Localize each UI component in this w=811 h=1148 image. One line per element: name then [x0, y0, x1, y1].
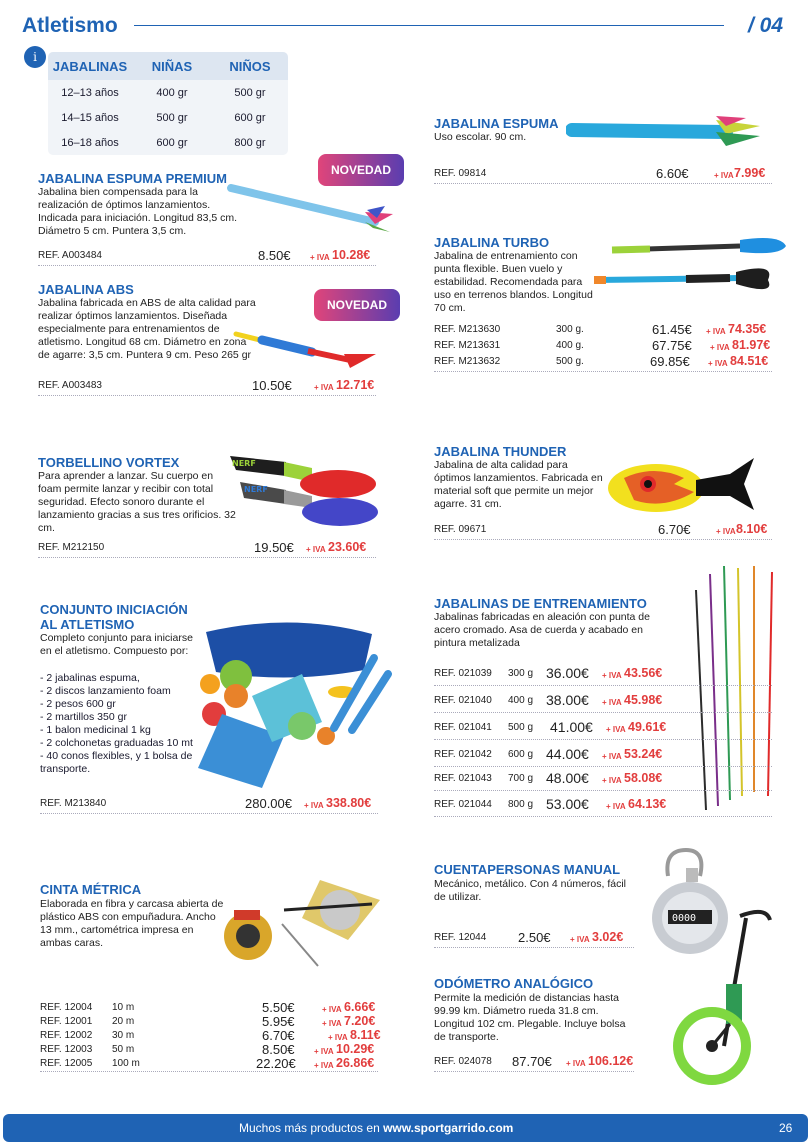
weight: 600 g: [508, 749, 534, 760]
abs-javelin-image: [232, 328, 378, 370]
iva-label: + IVA: [304, 801, 324, 810]
iva-price: 49.61€: [628, 720, 667, 734]
website-link[interactable]: www.sportgarrido.com: [383, 1121, 514, 1135]
iva-price: 58.08€: [624, 771, 663, 785]
iva-label: + IVA: [314, 1061, 334, 1070]
list-item: - 2 jabalinas espuma,: [40, 672, 140, 684]
ref-row: [434, 769, 772, 791]
vortex-howler-image: [226, 446, 382, 536]
table-row: [48, 105, 288, 130]
price: 6.70€: [658, 522, 691, 537]
weight: 700 g: [508, 773, 534, 784]
product-title-line2: AL ATLETISMO: [40, 617, 135, 632]
iva-price: 106.12€: [588, 1054, 634, 1068]
product-description: Para aprender a lanzar. Su cuerpo en foam permite lanzar y recibir con total seguridad. Efecto sonoro durante el lanzamiento gracias a sus tres orificios. 32 cm.: [38, 470, 236, 534]
ref-code: REF. M213630: [434, 324, 501, 335]
iva-price: 6.66€: [344, 1000, 376, 1014]
ref-code: REF. 024078: [434, 1056, 492, 1067]
price: 87.70€: [512, 1054, 552, 1069]
iva-label: + IVA: [566, 1059, 586, 1068]
ref-code: REF. 12003: [40, 1044, 93, 1055]
price: 8.50€: [262, 1042, 295, 1057]
price: 41.00€: [550, 719, 593, 735]
ref-code: REF. 12004: [40, 1002, 93, 1013]
table-cell: 600 gr: [156, 136, 188, 149]
ref-row: [434, 664, 772, 686]
list-item: - 2 pesos 600 gr: [40, 698, 116, 710]
table-row: [48, 80, 288, 105]
product-title: ODÓMETRO ANALÓGICO: [434, 976, 594, 991]
table-header-cell: JABALINAS: [52, 58, 128, 74]
list-item: - 40 conos flexibles, y 1 bolsa de transporte.: [40, 750, 193, 775]
list-item: - 2 discos lanzamiento foam: [40, 685, 171, 697]
ref-row: [40, 1042, 378, 1056]
price: 38.00€: [546, 692, 589, 708]
item-list: [40, 672, 195, 776]
iva-price: 84.51€: [730, 354, 769, 368]
weight: 400 g: [508, 695, 534, 706]
ref-row: [38, 248, 376, 266]
product-title: CONJUNTO INICIACIÓN: [40, 602, 188, 617]
size: 30 m: [112, 1030, 135, 1041]
foam-javelin-image: [566, 112, 766, 156]
list-item: - 2 colchonetas graduadas 10 mt: [40, 737, 193, 749]
ref-code: REF. 021039: [434, 668, 492, 679]
iva-price: 43.56€: [624, 666, 663, 680]
weight: 500 g: [508, 722, 534, 733]
turbo-javelin-image: [590, 234, 790, 300]
iva-price: 7.99€: [734, 166, 766, 180]
footer-label: Muchos más productos en: [239, 1121, 384, 1135]
ref-row: [38, 540, 376, 558]
ref-row: [434, 322, 772, 338]
price: 8.50€: [258, 248, 291, 263]
ref-row: [434, 718, 772, 740]
ref-row: [40, 1014, 378, 1028]
list-item: - 1 balon medicinal 1 kg: [40, 724, 151, 736]
price: 5.95€: [262, 1014, 295, 1029]
table-cell: 14–15 años: [61, 111, 119, 124]
price: 69.85€: [650, 354, 690, 369]
iva-label: + IVA: [322, 1005, 342, 1014]
iva-price: 3.02€: [592, 930, 624, 944]
iva-price: 64.13€: [628, 797, 667, 811]
footer-bar: [3, 1114, 808, 1142]
table-cell: 12–13 años: [61, 86, 119, 99]
ref-row: [434, 522, 772, 540]
iva-label: + IVA: [328, 1033, 348, 1042]
iva-label: + IVA: [602, 698, 622, 707]
ref-code: REF. 021040: [434, 695, 492, 706]
iva-price: 45.98€: [624, 693, 663, 707]
ref-code: REF. M213632: [434, 356, 501, 367]
iva-label: + IVA: [606, 725, 626, 734]
footer-text: [239, 1121, 513, 1135]
foam-javelin-image: [225, 180, 395, 242]
section-number: / 04: [748, 14, 784, 37]
price: 280.00€: [245, 796, 292, 811]
weight: 800 g: [508, 799, 534, 810]
weight: 300 g.: [556, 324, 584, 335]
product-title: CINTA MÉTRICA: [40, 882, 142, 897]
ref-row: [434, 338, 772, 354]
ref-row: [434, 691, 772, 713]
header-divider: [134, 25, 724, 26]
price: 2.50€: [518, 930, 551, 945]
ref-code: REF. 021042: [434, 749, 492, 760]
weight-table: [48, 52, 288, 155]
price: 6.70€: [262, 1028, 295, 1043]
ref-row: [434, 795, 772, 817]
weight: 400 g.: [556, 340, 584, 351]
product-description: Jabalinas fabricadas en aleación con punta de acero cromado. Asa de cuerda y acabado en pintura metalizada: [434, 611, 650, 649]
novedad-badge: NOVEDAD: [318, 154, 404, 186]
weight: 300 g: [508, 668, 534, 679]
ref-code: REF. 021041: [434, 722, 492, 733]
ref-row: [434, 354, 772, 372]
product-description: Jabalina de alta calidad para óptimos lanzamientos. Fabricada en material soft que permite un mejor agarre. 31 cm.: [434, 459, 603, 510]
ref-row: [38, 378, 376, 396]
section-title: Atletismo: [22, 14, 118, 37]
product-title: JABALINA ABS: [38, 282, 134, 297]
iva-label: + IVA: [602, 752, 622, 761]
price: 6.60€: [656, 166, 689, 181]
product-title: JABALINA TURBO: [434, 235, 550, 250]
product-title: JABALINA THUNDER: [434, 444, 567, 459]
ref-row: [40, 1000, 378, 1014]
page-number: 26: [779, 1121, 793, 1135]
product-title: JABALINA ESPUMA PREMIUM: [38, 171, 227, 186]
ref-code: REF. M212150: [38, 542, 105, 553]
price: 19.50€: [254, 540, 294, 555]
ref-row: [40, 1028, 381, 1043]
iva-price: 81.97€: [732, 338, 771, 352]
price: 53.00€: [546, 796, 589, 812]
price: 36.00€: [546, 665, 589, 681]
table-cell: 500 gr: [156, 111, 188, 124]
ref-code: REF. 021044: [434, 799, 492, 810]
ref-code: REF. 09671: [434, 524, 487, 535]
iva-label: + IVA: [602, 671, 622, 680]
iva-price: 10.28€: [332, 248, 371, 262]
ref-code: REF. 021043: [434, 773, 492, 784]
table-row: [48, 130, 288, 155]
ref-code: REF. M213840: [40, 798, 107, 809]
price: 67.75€: [652, 338, 692, 353]
price: 44.00€: [546, 746, 589, 762]
product-description: Jabalina bien compensada para la realización de óptimos lanzamientos. Indicada para iniciación. Longitud 83,5 cm. Diámetro 5 cm. Puntera 3,5 cm.: [38, 186, 238, 237]
iva-price: 338.80€: [326, 796, 372, 810]
price: 61.45€: [652, 322, 692, 337]
iva-label: + IVA: [602, 776, 622, 785]
product-description: Completo conjunto para iniciarse en el atletismo. Compuesto por:: [40, 632, 193, 657]
table-cell: 400 gr: [156, 86, 188, 99]
table-cell: 16–18 años: [61, 136, 119, 149]
table-cell: 500 gr: [234, 86, 266, 99]
iva-label: + IVA: [314, 383, 334, 392]
size: 50 m: [112, 1044, 135, 1055]
ref-row: [40, 1056, 378, 1072]
product-title: TORBELLINO VORTEX: [38, 455, 180, 470]
ref-row: [40, 796, 378, 814]
iva-price: 12.71€: [336, 378, 375, 392]
iva-price: 10.29€: [336, 1042, 375, 1056]
product-description: Permite la medición de distancias hasta 99.99 km. Diámetro rueda 31.8 cm. Longitud 102 cm. Plegable. Incluye bolsa de transporte.: [434, 992, 626, 1043]
weight: 500 g.: [556, 356, 584, 367]
size: 100 m: [112, 1058, 140, 1069]
ref-code: REF. M213631: [434, 340, 501, 351]
size: 10 m: [112, 1002, 135, 1013]
product-title: JABALINA ESPUMA: [434, 116, 559, 131]
iva-label: + IVA: [314, 1047, 334, 1056]
iva-label: + IVA: [708, 359, 728, 368]
iva-label: + IVA: [716, 527, 736, 536]
size: 20 m: [112, 1016, 135, 1027]
ref-code: REF. 12044: [434, 932, 487, 943]
iva-price: 26.86€: [336, 1056, 375, 1070]
ref-row: [434, 745, 772, 767]
product-description: Uso escolar. 90 cm.: [434, 131, 527, 143]
measuring-tape-image: [222, 870, 392, 982]
brand-label: NERF: [244, 485, 268, 494]
list-item: - 2 martillos 350 gr: [40, 711, 127, 723]
ref-code: REF. 12001: [40, 1016, 93, 1027]
odometer-wheel-image: [670, 900, 782, 1086]
brand-label: NERF: [232, 459, 256, 468]
iva-label: + IVA: [310, 253, 330, 262]
product-description: Elaborada en fibra y carcasa abierta de plástico ABS con empuñadura. Ancho 13 mm., cartométrica impresa en ambas caras.: [40, 898, 224, 949]
iva-label: + IVA: [706, 327, 726, 336]
price: 22.20€: [256, 1056, 296, 1071]
iva-label: + IVA: [714, 171, 734, 180]
product-description: Jabalina fabricada en ABS de alta calidad para realizar óptimos lanzamientos. Diseñada especialmente para entrenamientos de atletismo. Longitud 68 cm. Diámetro en zona de agarre: 3,5 cm. Puntera 9 cm. Peso 265 gr: [38, 297, 256, 361]
iva-price: 7.20€: [344, 1014, 376, 1028]
product-title: CUENTAPERSONAS MANUAL: [434, 862, 621, 877]
product-title: JABALINAS DE ENTRENAMIENTO: [434, 596, 647, 611]
novedad-badge: NOVEDAD: [314, 289, 400, 321]
ref-code: REF. 12002: [40, 1030, 93, 1041]
thunder-javelin-image: [604, 454, 760, 518]
price: 48.00€: [546, 770, 589, 786]
price: 5.50€: [262, 1000, 295, 1015]
ref-code: REF. 12005: [40, 1058, 93, 1069]
iva-price: 8.11€: [350, 1028, 381, 1042]
iva-label: + IVA: [322, 1019, 342, 1028]
athletics-kit-image: [192, 618, 404, 790]
product-description: Mecánico, metálico. Con 4 números, fácil de utilizar.: [434, 878, 626, 903]
ref-code: REF. A003484: [38, 250, 102, 261]
ref-code: REF. 09814: [434, 168, 487, 179]
ref-row: [434, 166, 772, 184]
table-cell: 600 gr: [234, 111, 266, 124]
iva-label: + IVA: [570, 935, 590, 944]
ref-code: REF. A003483: [38, 380, 102, 391]
weight-table-header: [48, 52, 288, 80]
price: 10.50€: [252, 378, 292, 393]
ref-row: [434, 930, 634, 948]
product-description: Jabalina de entrenamiento con punta flexible. Buen vuelo y estabilidad. Recomendada para uso en terrenos blandos. Longitud 70 cm.: [434, 250, 593, 314]
iva-price: 23.60€: [328, 540, 367, 554]
counter-display: 0000: [672, 913, 697, 924]
iva-label: + IVA: [306, 545, 326, 554]
iva-label: + IVA: [710, 343, 730, 352]
ref-row: [434, 1054, 634, 1072]
table-header-cell: NIÑOS: [229, 58, 271, 74]
table-header-cell: NIÑAS: [151, 58, 193, 74]
iva-price: 8.10€: [736, 522, 768, 536]
iva-price: 74.35€: [728, 322, 767, 336]
info-icon: i: [24, 46, 46, 68]
iva-price: 53.24€: [624, 747, 663, 761]
table-cell: 800 gr: [234, 136, 266, 149]
iva-label: + IVA: [606, 802, 626, 811]
